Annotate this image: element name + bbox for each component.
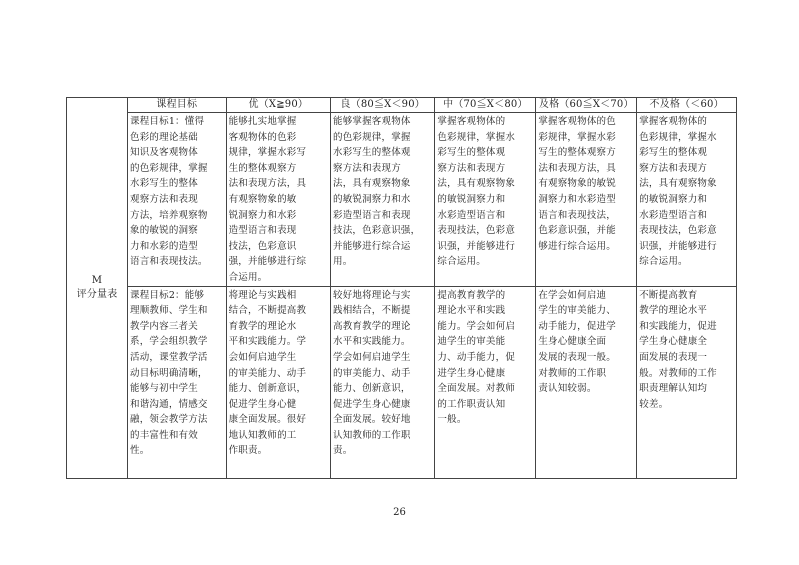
header-course-objective: 课程目标	[128, 98, 227, 113]
header-pass: 及格（60≦X＜70）	[536, 98, 637, 113]
objective-1-medium-cell: 掌握客观物体的 色彩规律，掌握水 彩写生的整体观 察方法和表现方 法，具有观察物象 的敏锐洞察力和 水彩造型语言和 表现技法，色彩意 识强，并能够进行 综合运用。	[435, 113, 536, 287]
row-label-cell	[67, 98, 128, 479]
objective-2-medium-cell: 提高教育教学的 理论水平和实践 能力。学会如何启 迪学生的审美能 力、动手能力，促 进学生身心健康 全面发展。对教师 的工作职责认知 一般。	[435, 286, 536, 478]
header-fail: 不及格（＜60）	[637, 98, 737, 113]
objective-1-excellent-cell: 能够扎实地掌握 客观物体的色彩 规律，掌握水彩写 生的整体观察方 法和表现方法，具 有观察物象的敏 锐洞察力和水彩 造型语言和表现 技法，色彩意识 强，并能够进行综 合运用。	[226, 113, 330, 287]
header-row	[67, 98, 737, 113]
objective-1-fail-cell: 掌握客观物体的 色彩规律，掌握水 彩写生的整体观 察方法和表现方 法，具有观察物象 的敏锐洞察力和 水彩造型语言和 表现技法，色彩意 识强，并能够进行 综合运用。	[637, 113, 737, 287]
objective-2-excellent-cell: 将理论与实践相 结合，不断提高教 育教学的理论水 平和实践能力。学 会如何启迪学生 的审美能力、动手 能力、创新意识， 促进学生身心健 康全面发展。很好 地认知教师的工 作职责。	[226, 286, 330, 478]
row-label-code: M	[91, 274, 103, 286]
header-good: 良（80≦X＜90）	[331, 98, 435, 113]
objective-2-cell: 课程目标2：能够 理顺教师、学生和 教学内容三者关 系，学会组织教学 活动，课堂教学活 动目标明确清晰， 能够与初中学生 和谐沟通，情感交 融，领会教学方法 的丰富性和有效 性。	[128, 286, 227, 478]
row-label-title: 评分量表	[76, 288, 118, 300]
table-row	[67, 113, 737, 287]
table-row	[67, 286, 737, 478]
objective-2-good-cell: 较好地将理论与实 践相结合，不断提 高教育教学的理论 水平和实践能力。 学会如何启迪学生 的审美能力、动手 能力、创新意识， 促进学生身心健康 全面发展。较好地 认知教师的工作职 责。	[331, 286, 435, 478]
objective-1-pass-cell: 掌握客观物体的色 彩规律，掌握水彩 写生的整体观察方 法和表现方法，具 有观察物象的敏锐 洞察力和水彩造型 语言和表现技法， 色彩意识强，并能 够进行综合运用。	[536, 113, 637, 287]
objective-1-cell: 课程目标1：懂得 色彩的理论基础 知识及客观物体 的色彩规律，掌握 水彩写生的整体 观察方法和表现 方法，培养观察物 象的敏锐的洞察 力和水彩的造型 语言和表现技法。	[128, 113, 227, 287]
scoring-rubric-table	[66, 97, 737, 479]
header-excellent: 优（X≧90）	[226, 98, 330, 113]
header-medium: 中（70≦X＜80）	[435, 98, 536, 113]
objective-2-fail-cell: 不断提高教育 教学的理论水平 和实践能力，促进 学生身心健康全 面发展的表现一 般。对教师的工作 职责理解认知均 较差。	[637, 286, 737, 478]
page-number: 26	[393, 507, 406, 518]
objective-1-good-cell: 能够掌握客观物体 的色彩规律，掌握 水彩写生的整体观 察方法和表现方 法，具有观察物象 的敏锐洞察力和水 彩造型语言和表现 技法，色彩意识强， 并能够进行综合运 用。	[331, 113, 435, 287]
objective-2-pass-cell: 在学会如何启迪 学生的审美能力、 动手能力，促进学 生身心健康全面 发展的表现一般。 对教师的工作职 责认知较弱。	[536, 286, 637, 478]
